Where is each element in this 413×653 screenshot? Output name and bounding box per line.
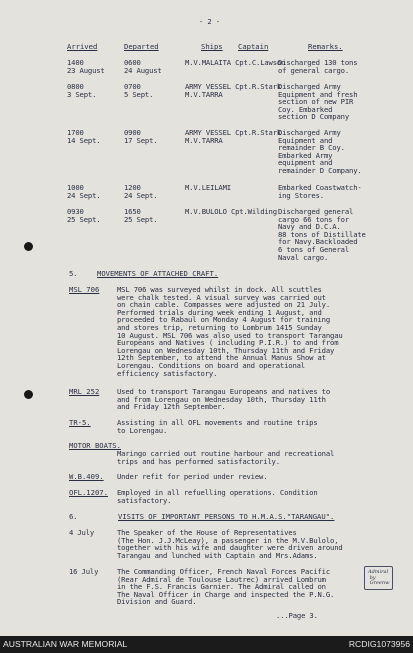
table-row-ship: ARMY VESSEL Cpt.R.Stark M.V.TARRA — [185, 128, 282, 145]
table-row-remarks: Embarked Coastwatch- ing Stores. — [278, 183, 362, 200]
craft-label-msl706: MSL 706 — [69, 285, 100, 294]
visit-text: The Commanding Officer, French Naval Forces Pacific (Rear Admiral de Toulouse Lautrec) arrived Lombrum in the F.S. Francis Garnier. The Admiral called on The Naval Officer in Charge and inspected the P.N.G. Division and Guard. — [117, 567, 335, 607]
table-row-departed: 1650 25 Sept. — [124, 207, 158, 224]
footer-record-id: RCDIG1073956 — [348, 639, 410, 649]
section-5-title: MOVEMENTS OF ATTACHED CRAFT. — [97, 269, 219, 278]
visit-text: The Speaker of the House of Representatives (The Hon. J.J.McLeay), a passenger in the M.V.Bulolo, together with his wife and daughter were driven around Tarangau and lunched with Captain and Mrs.Adams. — [117, 528, 343, 560]
table-row-remarks: Discharged 130 tons of general cargo. — [278, 58, 358, 75]
table-row-arrived: 0930 25 Sept. — [67, 207, 101, 224]
table-row-ship: ARMY VESSEL Cpt.R.Stark M.V.TARRA — [185, 82, 282, 99]
table-row-remarks: Discharged Army Equipment and remainder B Coy. Embarked Army equipment and remainder D Company. — [278, 128, 362, 175]
section-6-title: VISITS OF IMPORTANT PERSONS TO H.M.A.S."TARANGAU". — [118, 512, 335, 521]
section-5-number: 5. — [69, 269, 78, 278]
table-row-departed: 0600 24 August — [124, 58, 162, 75]
header-departed: Departed — [124, 42, 159, 51]
craft-label-tr5: TR-5. — [69, 418, 91, 427]
table-row-departed: 0700 5 Sept. — [124, 82, 154, 99]
visit-date: 4 July — [69, 528, 95, 537]
footer-institution: AUSTRALIAN WAR MEMORIAL — [3, 639, 128, 649]
craft-text-ofl1207: Employed in all refuelling operations. Condition satisfactory. — [117, 488, 318, 505]
punch-hole — [24, 242, 33, 251]
craft-text-tr5: Assisting in all OFL movements and routine trips to Lorengau. — [117, 418, 318, 435]
handwritten-note-text: Admiral by Greenw — [368, 569, 390, 586]
craft-label-ofl1207: OFL.1207. — [69, 488, 108, 497]
header-arrived: Arrived — [67, 42, 98, 51]
table-row-arrived: 1400 23 August — [67, 58, 105, 75]
table-row-ship: M.V.MALAITA Cpt.C.Lawson — [185, 58, 286, 67]
header-ships: Ships — [201, 42, 223, 51]
punch-hole — [24, 390, 33, 399]
table-row-ship: M.V.LEILAMI — [185, 183, 231, 192]
craft-text-msl706: MSL 706 was surveyed whilst in dock. All scuttles were chalk tested. A visual survey was carried out on chain cable. Compasses were adjusted on 21 July. Performed trials during week ending 1 August, and proceeded to Rabaul on Monday 4 August for training and stores trip, returning to Lombrum 1415 Sunday 10 August. MSL 706 was also used to transport Tarangau Europeans and Natives ( including P.I.R.) to and from Lorengau on Wednesday 10th, Thursday 11th and Friday 12th September, to attend the Annual Manus Show at Lorengau. Conditions on board and operational efficiency satisfactory. — [117, 285, 343, 378]
table-row-departed: 0900 17 Sept. — [124, 128, 158, 145]
handwritten-note — [364, 566, 393, 590]
craft-label-mrl252: MRL 252 — [69, 387, 100, 396]
page-number: - 2 - — [199, 17, 220, 26]
table-row-arrived: 1700 14 Sept. — [67, 128, 101, 145]
table-row-remarks: Discharged Army Equipment and fresh section of new PIR Coy. Embarked section D Company — [278, 82, 358, 122]
table-row-arrived: 0800 3 Sept. — [67, 82, 97, 99]
header-remarks: Remarks. — [308, 42, 343, 51]
table-row-departed: 1200 24 Sept. — [124, 183, 158, 200]
craft-text-mrl252: Used to transport Tarangau Europeans and natives to and from Lorengau on Wednesday 10th, Thursday 11th and Friday 12th September. — [117, 387, 331, 412]
archive-footer — [0, 636, 413, 653]
craft-label-wb409: W.B.409. — [69, 472, 104, 481]
section-6-number: 6. — [69, 512, 78, 521]
visit-date: 16 July — [69, 567, 99, 576]
header-captain: Captain — [238, 42, 269, 51]
motor-boats-title: MOTOR BOATS. — [69, 441, 121, 450]
craft-text-wb409: Under refit for period under review. — [117, 472, 268, 481]
continuation-note: ...Page 3. — [276, 611, 318, 620]
motor-boats-text: Maringo carried out routine harbour and recreational trips and has performed satisfactorily. — [117, 449, 335, 466]
table-row-ship: M.V.BULOLO Cpt.Wilding — [185, 207, 277, 216]
table-row-arrived: 1000 24 Sept. — [67, 183, 101, 200]
table-row-remarks: Discharged general cargo 66 tons for Navy and D.C.A. 88 tons of Distillate for Navy.Backloaded 6 tons of General Naval cargo. — [278, 207, 366, 262]
